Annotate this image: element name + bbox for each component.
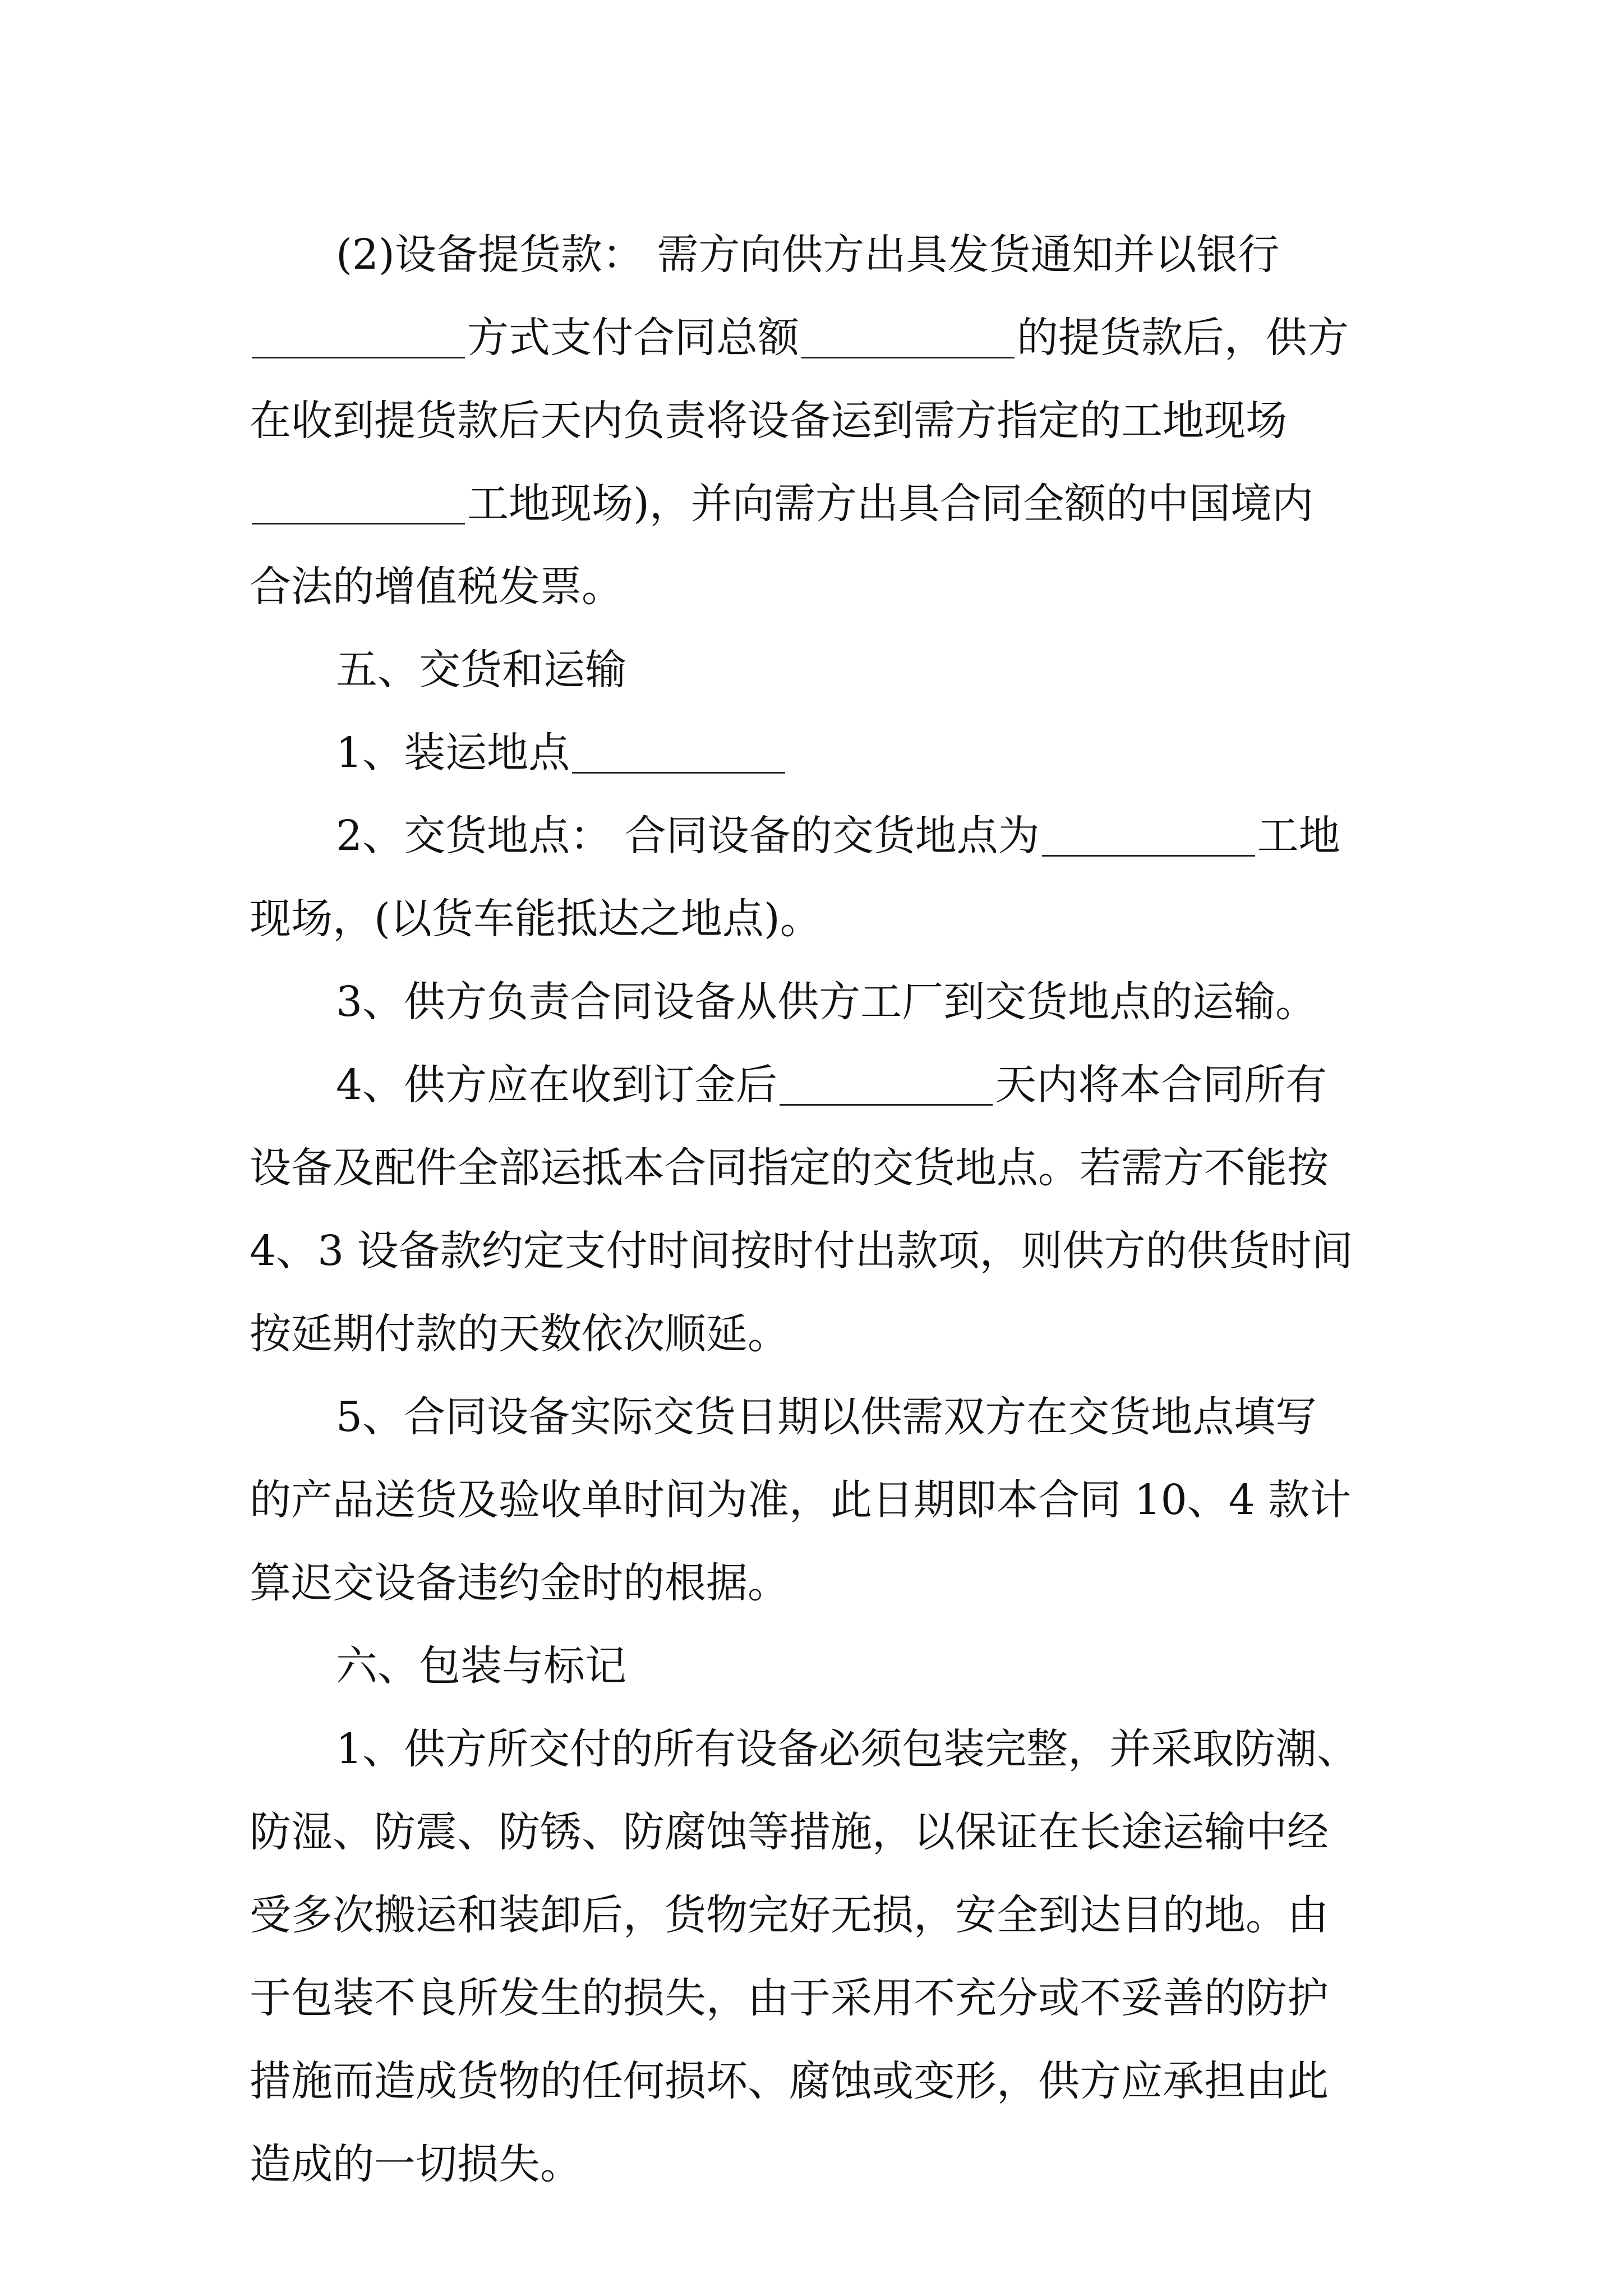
paragraph-line bbox=[250, 1126, 1382, 1209]
text-run: 2、交货地点： 合同设备的交货地点为 bbox=[336, 812, 1040, 860]
fill-in-blank bbox=[252, 484, 465, 524]
text-run: 措施而造成货物的任何损坏、腐蚀或变形，供方应承担由此 bbox=[250, 2057, 1329, 2105]
text-run: 4、供方应在收到订金后 bbox=[336, 1061, 778, 1109]
text-run: 工地现场)，并向需方出具合同全额的中国境内 bbox=[467, 480, 1313, 528]
paragraph-line bbox=[250, 545, 1382, 628]
text-run: 设备及配件全部运抵本合同指定的交货地点。若需方不能按 bbox=[250, 1144, 1329, 1192]
text-run: (2)设备提货款： 需方向供方出具发货通知并以银行 bbox=[336, 231, 1280, 279]
paragraph-line bbox=[250, 2040, 1382, 2123]
paragraph-line bbox=[250, 1791, 1382, 1874]
document-body bbox=[250, 213, 1382, 2206]
fill-in-blank bbox=[780, 1065, 993, 1106]
fill-in-blank bbox=[572, 733, 785, 774]
paragraph-line bbox=[250, 1043, 1382, 1126]
text-run: 的产品送货及验收单时间为准，此日期即本合同 10、4 款计 bbox=[250, 1476, 1352, 1524]
text-run: 的提货款后，供方 bbox=[1017, 314, 1349, 362]
heading-text: 六、包装与标记 bbox=[336, 1642, 626, 1690]
text-run: 于包装不良所发生的损失，由于采用不充分或不妥善的防护 bbox=[250, 1974, 1329, 2022]
text-run: 3、供方负责合同设备从供方工厂到交货地点的运输。 bbox=[336, 978, 1317, 1026]
section-heading bbox=[250, 1625, 1382, 1708]
text-run: 造成的一切损失。 bbox=[250, 2140, 582, 2188]
paragraph-line bbox=[250, 794, 1382, 877]
text-run: 现场，(以货车能抵达之地点)。 bbox=[250, 895, 822, 943]
text-run: 5、合同设备实际交货日期以供需双方在交货地点填写 bbox=[336, 1393, 1317, 1441]
paragraph-line bbox=[250, 711, 1382, 794]
paragraph-line bbox=[250, 1292, 1382, 1375]
text-run: 防湿、防震、防锈、防腐蚀等措施，以保证在长途运输中经 bbox=[250, 1808, 1329, 1856]
fill-in-blank bbox=[252, 318, 465, 358]
heading-text: 五、交货和运输 bbox=[336, 646, 626, 694]
text-run: 工地 bbox=[1257, 812, 1340, 860]
paragraph-line bbox=[250, 1458, 1382, 1542]
paragraph-line bbox=[250, 379, 1382, 462]
text-run: 4、3 设备款约定支付时间按时付出款项，则供方的供货时间 bbox=[250, 1227, 1353, 1275]
paragraph-line bbox=[250, 296, 1382, 379]
text-run: 在收到提货款后天内负责将设备运到需方指定的工地现场 bbox=[250, 397, 1287, 445]
text-run: 天内将本合同所有 bbox=[995, 1061, 1327, 1109]
paragraph-line bbox=[250, 2123, 1382, 2206]
fill-in-blank bbox=[1042, 816, 1255, 857]
paragraph-line bbox=[250, 1957, 1382, 2040]
paragraph-line bbox=[250, 960, 1382, 1043]
text-run: 1、供方所交付的所有设备必须包装完整，并采取防潮、 bbox=[336, 1725, 1359, 1773]
text-run: 合法的增值税发票。 bbox=[250, 563, 623, 611]
fill-in-blank bbox=[801, 318, 1015, 358]
paragraph-line bbox=[250, 213, 1382, 296]
paragraph-line bbox=[250, 1708, 1382, 1791]
paragraph-line bbox=[250, 1209, 1382, 1292]
paragraph-line bbox=[250, 1542, 1382, 1625]
text-run: 按延期付款的天数依次顺延。 bbox=[250, 1310, 789, 1358]
paragraph-line bbox=[250, 1375, 1382, 1458]
section-heading bbox=[250, 628, 1382, 711]
paragraph-line bbox=[250, 1874, 1382, 1957]
paragraph-line bbox=[250, 877, 1382, 960]
text-run: 方式支付合同总额 bbox=[467, 314, 799, 362]
text-run: 算迟交设备违约金时的根据。 bbox=[250, 1559, 789, 1607]
paragraph-line bbox=[250, 462, 1382, 545]
text-run: 1、装运地点 bbox=[336, 729, 570, 777]
text-run: 受多次搬运和装卸后，货物完好无损，安全到达目的地。由 bbox=[250, 1891, 1329, 1939]
